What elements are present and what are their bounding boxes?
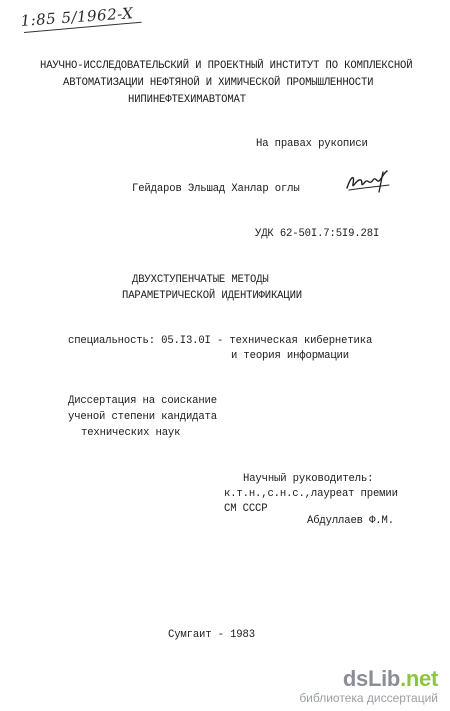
udc-code: УДК 62-50I.7:5I9.28I xyxy=(255,228,380,240)
institute-name-line-1: НАУЧНО-ИССЛЕДОВАТЕЛЬСКИЙ И ПРОЕКТНЫЙ ИНСТИТУТ ПО КОМПЛЕКСНОЙ xyxy=(40,60,413,72)
thesis-title-line-1: ДВУХСТУПЕНЧАТЫЕ МЕТОДЫ xyxy=(132,274,269,286)
site-watermark xyxy=(299,667,438,705)
supervisor-credentials: к.т.н.,с.н.с.,лауреат премии xyxy=(224,488,398,500)
watermark-subtitle: библиотека диссертаций xyxy=(299,691,438,705)
degree-line-2: ученой степени кандидата xyxy=(68,411,217,423)
institute-abbreviation: НИПИНЕФТЕХИМАВТОМАТ xyxy=(128,94,246,106)
institute-name-line-2: АВТОМАТИЗАЦИИ НЕФТЯНОЙ И ХИМИЧЕСКОЙ ПРОМЫШЛЕННОСТИ xyxy=(63,77,374,89)
handwritten-archive-note: 1:85 5/1962-X xyxy=(20,4,134,30)
supervisor-award: СМ СССР xyxy=(224,503,268,515)
thesis-title-line-2: ПАРАМЕТРИЧЕСКОЙ ИДЕНТИФИКАЦИИ xyxy=(122,290,303,302)
rights-notice: На правах рукописи xyxy=(256,138,368,150)
specialty-line-1: специальность: 05.I3.0I - техническая кибернетика xyxy=(68,335,373,347)
degree-line-1: Диссертация на соискание xyxy=(68,395,217,407)
place-and-year: Сумгаит - 1983 xyxy=(168,629,255,641)
author-name: Гейдаров Эльшад Ханлар оглы xyxy=(132,183,300,195)
watermark-logo: dsLib.net xyxy=(342,666,438,691)
specialty-line-2: и теория информации xyxy=(231,350,349,362)
supervisor-name: Абдуллаев Ф.М. xyxy=(307,515,394,527)
signature-icon xyxy=(343,168,395,194)
supervisor-heading: Научный руководитель: xyxy=(243,473,374,485)
degree-line-3: технических наук xyxy=(81,427,181,439)
